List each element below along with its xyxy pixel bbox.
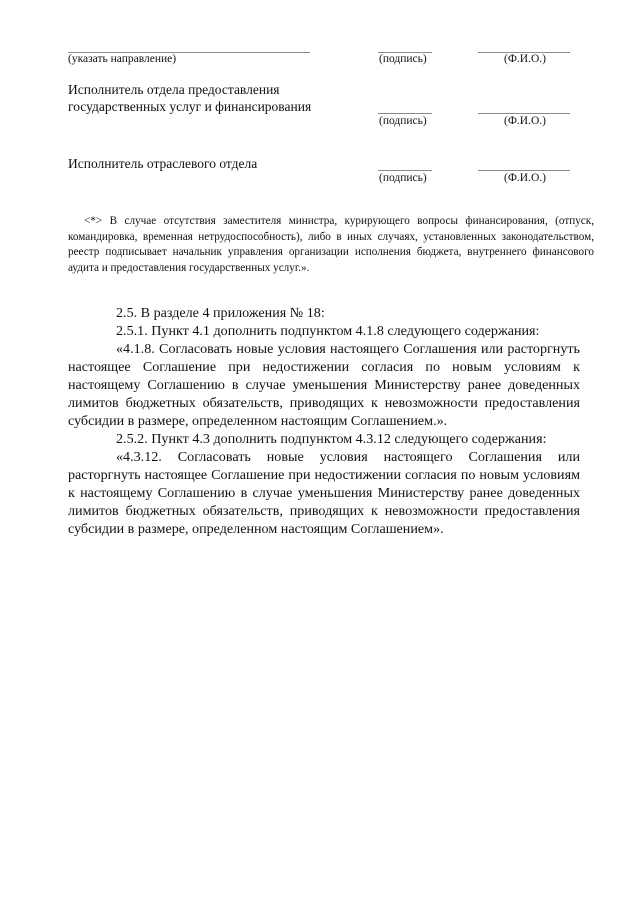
name-line-3 <box>478 170 570 171</box>
paragraph-2-5: 2.5. В разделе 4 приложения № 18: <box>116 305 325 321</box>
footnote <box>68 214 594 276</box>
amendments-body <box>68 304 580 538</box>
footnote-text: <*> В случае отсутствия заместителя министра, курирующего вопросы финансирования, (отпуск, командировка, временная нетрудоспособность), либо в иных случаях, установленных законодательством, реестр подписывает начальник управления организации исполнения бюджета, внутреннего финансового аудита и предоставления государственных услуг.». <box>68 215 594 274</box>
executor-title-line1: Исполнитель отдела предоставления <box>68 82 280 97</box>
direction-caption: (указать направление) <box>68 53 177 65</box>
sector-executor-title: Исполнитель отраслевого отдела <box>68 156 258 171</box>
name-caption-3: (Ф.И.О.) <box>504 172 546 184</box>
signature-caption-3: (подпись) <box>379 172 427 184</box>
signature-line-2 <box>378 113 432 114</box>
signature-caption-2: (подпись) <box>379 115 427 127</box>
paragraph-2-5-1: 2.5.1. Пункт 4.1 дополнить подпунктом 4.1.8 следующего содержания: <box>116 323 540 339</box>
name-caption-1: (Ф.И.О.) <box>504 53 546 65</box>
paragraph-2-5-2: 2.5.2. Пункт 4.3 дополнить подпунктом 4.3.12 следующего содержания: <box>116 431 547 447</box>
name-line-2 <box>478 113 570 114</box>
executor-title-line2: государственных услуг и финансирования <box>68 99 312 114</box>
signature-line-3 <box>378 170 432 171</box>
name-caption-2: (Ф.И.О.) <box>504 115 546 127</box>
signature-caption-1: (подпись) <box>379 53 427 65</box>
paragraph-4-1-8-quote: «4.1.8. Согласовать новые условия настоящего Соглашения или расторгнуть настоящее Соглашение при недостижении согласия по новым условиям к настоящему Соглашению в случае уменьшения Министерству ранее доведенных лимитов бюджетных обязательств, приводящих к невозможности предоставления субсидии в размере, определенном настоящим Соглашением.». <box>68 341 580 429</box>
paragraph-4-3-12-quote: «4.3.12. Согласовать новые условия настоящего Соглашения или расторгнуть настоящее Соглашение при недостижении согласия по новым условиям к настоящему Соглашению в случае уменьшения Министерству ранее доведенных лимитов бюджетных обязательств, приводящих к невозможности предоставления субсидии в размере, определенном настоящим Соглашением». <box>68 449 580 537</box>
